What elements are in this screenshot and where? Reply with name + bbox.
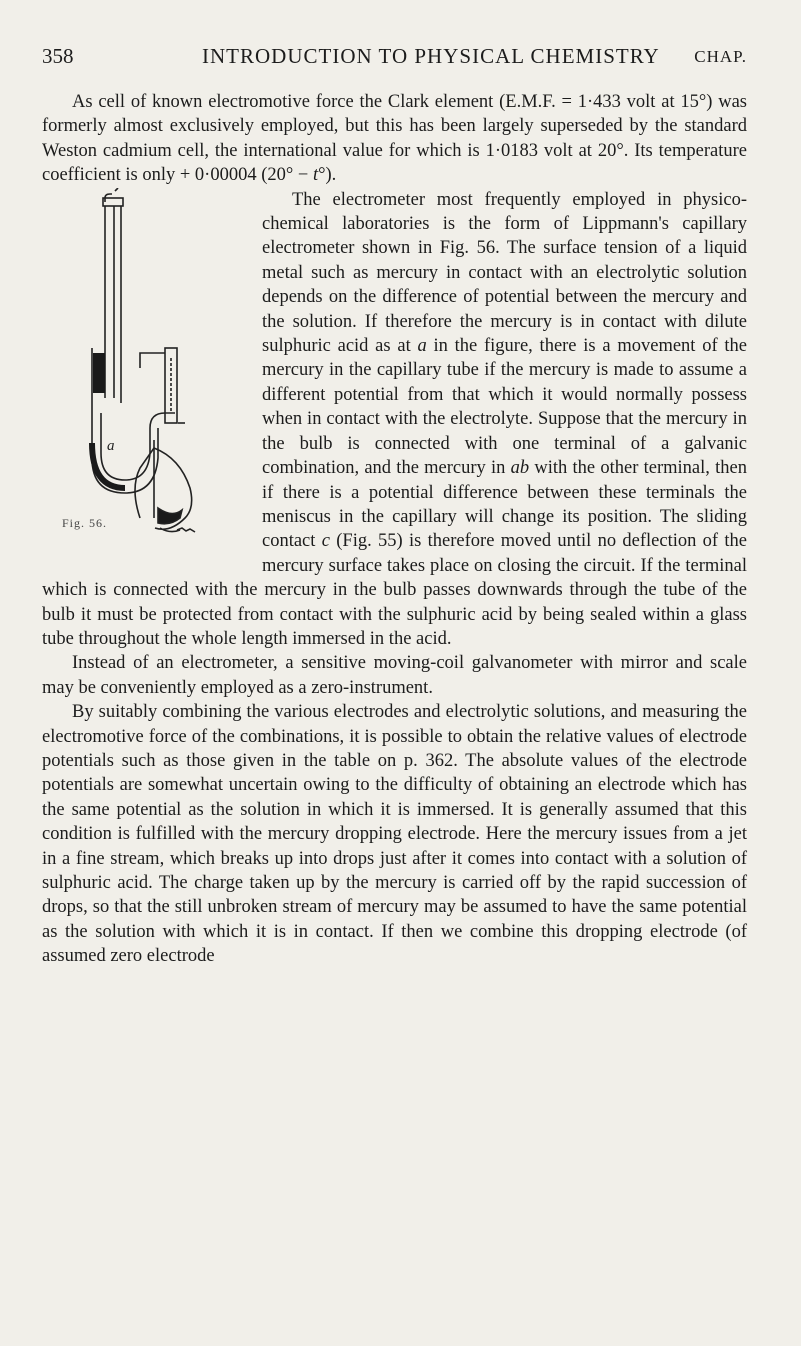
paragraph-2: The electrometer most frequently employed in physico-chemical laboratories is the form of Lippmann's capillary electrometer shown in Fig. 56. The surface tension of a liquid metal such as mercury in contact with an electrolytic solution depends on the difference of potential between the mercury and the solution. If therefore the mercury is in contact with dilute sulphuric acid as at a in the figure, there is a movement of the mercury in the capillary tube if the mercury is made to assume a different potential from that which it would normally possess when in contact with the electrolyte. Suppose that the mercury in the bulb is connected with one terminal of a galvanic combination, and the mercury in ab with the other terminal, then if there is a potential difference between these terminals the meniscus in the capillary will change its position. The sliding contact c (Fig. 55) is therefore moved until no deflection of the mercury surface takes place on closing the circuit. If the terminal which is connected with the mercury in the bulb passes downwards through the tube of the bulb it must be protected from contact with the sulphuric acid by being sealed within a glass tube throughout the whole length immersed in the acid. (42, 189, 748, 649)
paragraph-1: As cell of known electromotive force the Clark element (E.M.F. = 1·433 volt at 15°) was formerly almost exclusively employed, but this has been largely superseded by the standard Weston cadmium cell, the international value for which is 1·0183 volt at 20°. Its temperature coefficient is only + 0·00004 (20° − t°). (42, 92, 747, 186)
running-header (42, 40, 747, 76)
chapter-label: CHAP. (694, 47, 747, 66)
paragraph-3: Instead of an electrometer, a sensitive moving-coil galvanometer with mirror and scale may be conveniently employed as a zero-instrument. (42, 653, 747, 698)
figure-caption: Fig. 56. (62, 515, 108, 530)
figure-label-a: a (107, 437, 115, 454)
running-title: INTRODUCTION TO PHYSICAL CHEMISTRY (202, 44, 660, 68)
body-text (42, 90, 747, 969)
page-number: 358 (42, 44, 74, 68)
paragraph-4: By suitably combining the various electrodes and electrolytic solutions, and measuring the electromotive force of the combinations, it is possible to obtain the relative values of electrode potentials such as those given in the table on p. 362. The absolute values of the electrode potentials are somewhat uncertain owing to the difficulty of obtaining an electrode which has the same potential as the solution in which it is immersed. It is generally assumed that this condition is fulfilled with the mercury dropping electrode. Here the mercury issues from a jet in a fine stream, which breaks up into drops just after it comes into contact with a solution of sulphuric acid. The charge taken up by the mercury is carried off by the rapid succession of drops, so that the still unbroken stream of mercury may be assumed to have the same potential as the solution with which it is in contact. If then we combine this dropping electrode (of assumed zero electrode (42, 702, 747, 967)
capillary-electrometer-diagram (0, 188, 254, 558)
figure-56 (0, 188, 254, 558)
